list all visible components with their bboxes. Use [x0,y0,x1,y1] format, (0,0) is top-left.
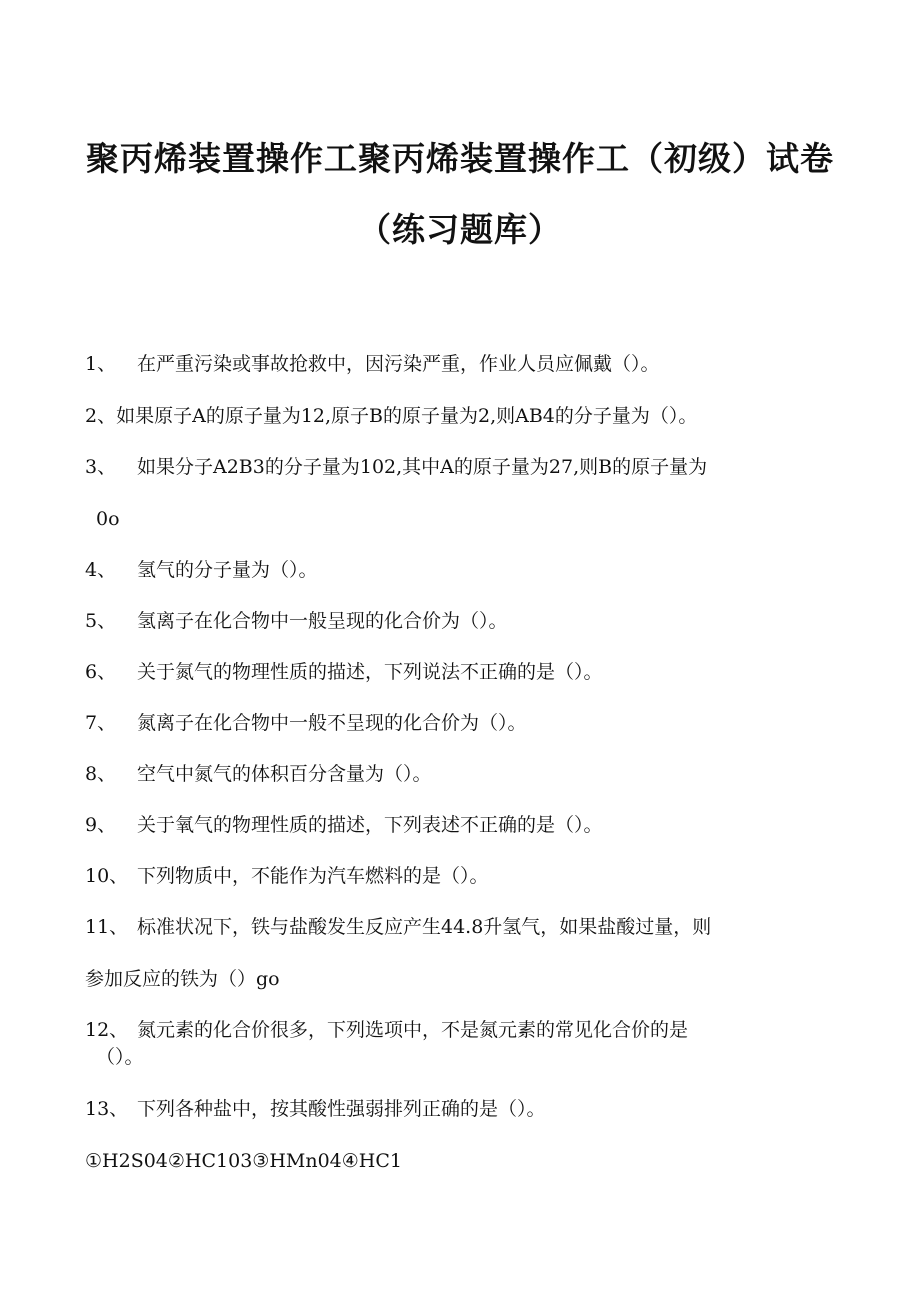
question-number: 10、 [85,865,129,887]
question-6 [85,660,603,684]
question-text: 空气中氮气的体积百分含量为（）。 [137,763,432,785]
question-text: 下列物质中，不能作为汽车燃料的是（）。 [137,865,489,887]
question-text: 在严重污染或事故抢救中，因污染严重，作业人员应佩戴（）。 [137,353,660,375]
question-13 [85,1097,546,1121]
question-2 [85,404,697,428]
question-text: 如果分子A2B3的分子量为102,其中A的原子量为27,则B的原子量为 [137,456,708,478]
question-12 [85,1018,688,1042]
question-number: 13、 [85,1098,129,1120]
question-number: 7、 [85,712,117,734]
question-8 [85,762,432,786]
question-number: 5、 [85,610,117,632]
question-number: 4、 [85,559,117,581]
question-text: 氢离子在化合物中一般呈现的化合价为（）。 [137,610,508,632]
question-1 [85,352,660,376]
question-13-continuation: ①H2S04②HC103③HMn04④HC1 [85,1150,402,1172]
question-10 [85,864,489,888]
question-number: 11、 [85,916,129,938]
question-number: 2、 [85,405,117,427]
question-text: 关于氧气的物理性质的描述，下列表述不正确的是（）。 [137,814,603,836]
question-text: 氢气的分子量为（）。 [137,559,318,581]
title-line-2: （练习题库） [358,210,562,249]
question-number: 12、 [85,1019,129,1041]
question-3-continuation: 0o [96,508,120,530]
question-text: 标准状况下，铁与盐酸发生反应产生44.8升氢气，如果盐酸过量，则 [137,916,712,938]
question-4 [85,558,318,582]
question-11-continuation: 参加反应的铁为（）go [85,968,280,990]
question-text: 如果原子A的原子量为12,原子B的原子量为2,则AB4的分子量为（）。 [116,405,698,427]
question-11 [85,915,711,939]
question-text: 关于氮气的物理性质的描述，下列说法不正确的是（）。 [137,661,603,683]
question-number: 8、 [85,763,117,785]
question-number: 6、 [85,661,117,683]
question-number: 1、 [85,353,117,375]
question-text: 氮元素的化合价很多，下列选项中，不是氮元素的常见化合价的是 [137,1019,689,1041]
question-number: 9、 [85,814,117,836]
question-12-continuation: （）。 [96,1046,144,1068]
title-line-1: 聚丙烯装置操作工聚丙烯装置操作工（初级）试卷 [86,139,834,178]
question-number: 3、 [85,456,117,478]
question-text: 下列各种盐中，按其酸性强弱排列正确的是（）。 [137,1098,546,1120]
question-5 [85,609,508,633]
question-text: 氮离子在化合物中一般不呈现的化合价为（）。 [137,712,527,734]
question-3 [85,455,707,479]
question-9 [85,813,603,837]
question-7 [85,711,527,735]
